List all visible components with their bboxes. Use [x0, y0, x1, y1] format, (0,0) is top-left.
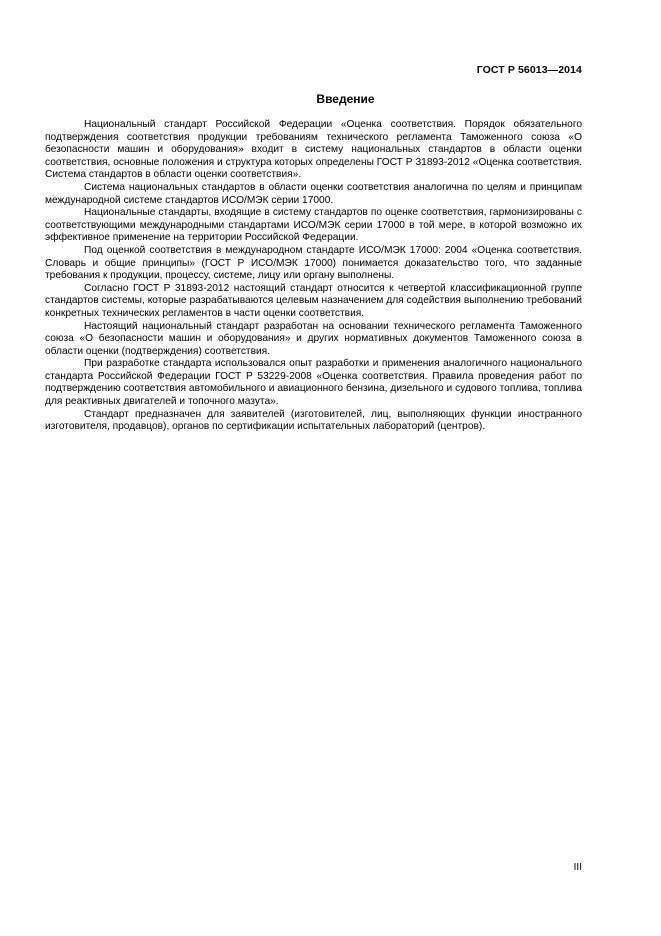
section-title: Введение [316, 92, 375, 106]
document-code: ГОСТ Р 56013—2014 [476, 64, 582, 76]
page-number: III [573, 862, 582, 873]
paragraph: При разработке стандарта использовался опыт разработки и применения аналогичного национального стандарта Российской Федерации ГОСТ Р 53229-2008 «Оценка соответствия. Правила проведения работ по подтверждению соответствия автомобильного и авиационного бензина, дизельного и судового топлива, топлива для реактивных двигателей и топочного мазута». [45, 358, 582, 408]
paragraph: Национальные стандарты, входящие в систему стандартов по оценке соответствия, гармонизированы с соответствующими международными стандартами ИСО/МЭК серии 17000 в той мере, в которой возможно их эффективное применение на территории Российской Федерации. [45, 207, 582, 244]
paragraph: Национальный стандарт Российской Федерации «Оценка соответствия. Порядок обязательного подтверждения соответствия продукции требованиям технического регламента Таможенного союза «О безопасности машин и оборудования» входит в систему национальных стандартов в области оценки соответствия, основные положения и структура которых определены ГОСТ Р 31893-2012 «Оценка соответствия. Система стандартов в области оценки соответствия». [45, 119, 582, 181]
paragraph: Под оценкой соответствия в международном стандарте ИСО/МЭК 17000: 2004 «Оценка соответствия. Словарь и общие принципы» (ГОСТ Р ИСО/МЭК 17000) понимается доказательство того, что заданные требования к продукции, процессу, системе, лицу или органу выполнены. [45, 244, 582, 282]
paragraph: Настоящий национальный стандарт разработан на основании технического регламента Таможенного союза «О безопасности машин и оборудования» и других нормативных документов Таможенного союза в области оценки (подтверждения) соответствия. [45, 320, 582, 357]
paragraph: Система национальных стандартов в области оценки соответствия аналогична по целям и принципам международной системе стандартов ИСО/МЭК серии 17000. [45, 181, 582, 206]
paragraph: Стандарт предназначен для заявителей (изготовителей, лиц, выполняющих функции иностранного изготовителя, продавцов), органов по сертификации испытательных лабораторий (центров). [45, 408, 582, 433]
introduction-body [45, 119, 582, 434]
paragraph: Согласно ГОСТ Р 31893-2012 настоящий стандарт относится к четвертой классификационной группе стандартов системы, которые разрабатываются целевым назначением для содействия выполнению требований конкретных технических регламентов в части оценки соответствия. [45, 282, 582, 319]
